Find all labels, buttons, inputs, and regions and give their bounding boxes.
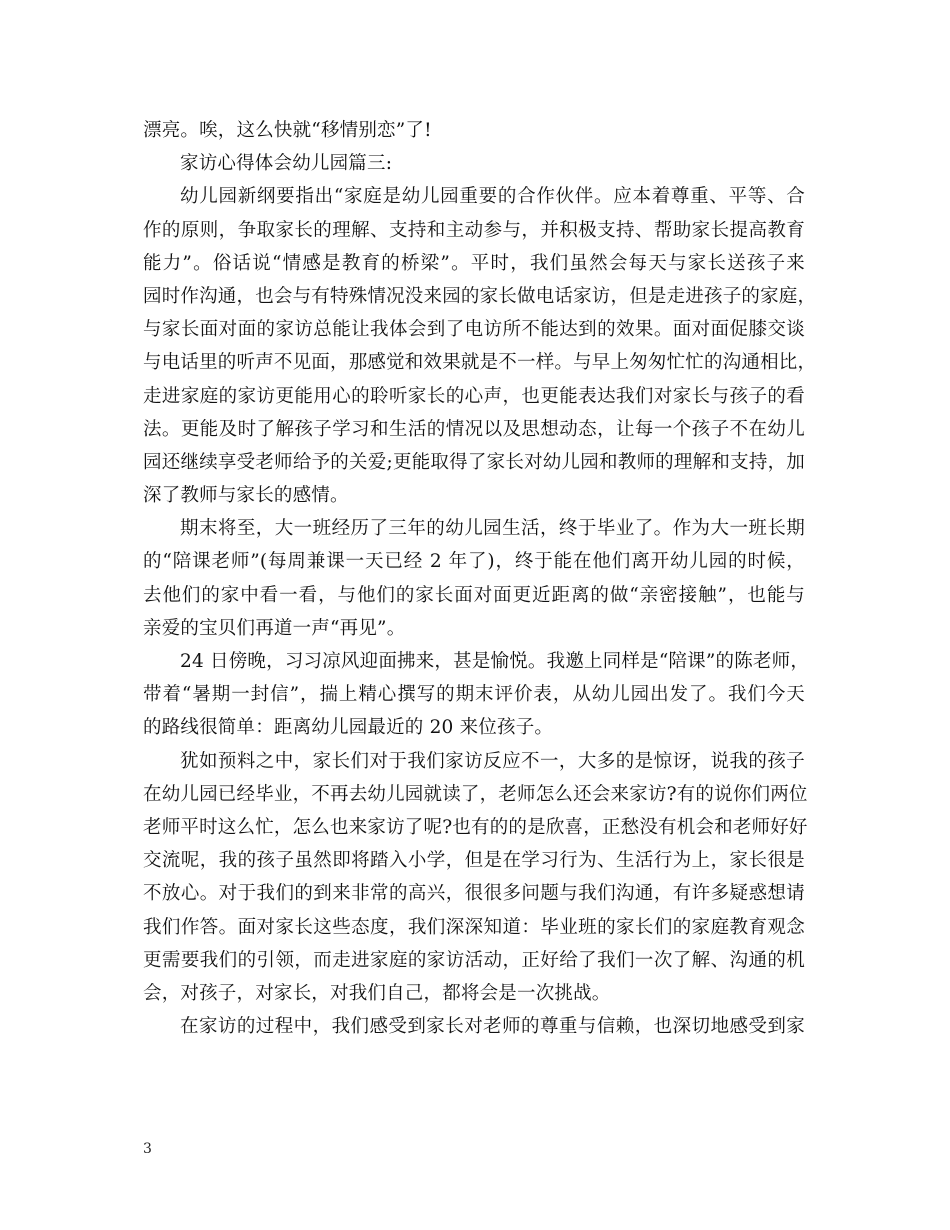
text-line: 园还继续享受老师给予的关爱;更能取得了家长对幼儿园和教师的理解和支持，加 xyxy=(143,451,805,473)
text-line: 与家长面对面的家访总能让我体会到了电访所不能达到的效果。面对面促膝交谈 xyxy=(143,319,805,341)
text-line: 在家访的过程中，我们感受到家长对老师的尊重与信赖，也深切地感受到家 xyxy=(180,1016,805,1038)
text-line: 走进家庭的家访更能用心的聆听家长的心声，也更能表达我们对家长与孩子的看 xyxy=(143,385,805,407)
text-line: 24 日傍晚，习习凉风迎面拂来，甚是愉悦。我邀上同样是“陪课”的陈老师， xyxy=(180,651,810,672)
text-line: 作的原则，争取家长的理解、支持和主动参与，并积极支持、帮助家长提高教育 xyxy=(143,219,805,241)
text-line: 带着“暑期一封信”，揣上精心撰写的期末评价表，从幼儿园出发了。我们今天 xyxy=(143,684,805,706)
page-number: 3 xyxy=(143,1141,152,1157)
text-line: 园时作沟通，也会与有特殊情况没来园的家长做电话家访，但是走进孩子的家庭， xyxy=(143,285,817,307)
text-line: 能力”。俗话说“情感是教育的桥梁”。平时，我们虽然会每天与家长送孩子来 xyxy=(143,252,805,274)
text-line: 交流呢，我的孩子虽然即将踏入小学，但是在学习行为、生活行为上，家长很是 xyxy=(143,850,805,872)
text-line: 犹如预料之中，家长们对于我们家访反应不一，大多的是惊讶，说我的孩子 xyxy=(180,750,805,772)
text-line: 期末将至，大一班经历了三年的幼儿园生活，终于毕业了。作为大一班长期 xyxy=(180,518,805,540)
text-line: 不放心。对于我们的到来非常的高兴，很很多问题与我们沟通，有许多疑惑想请 xyxy=(143,883,805,905)
text-line: 法。更能及时了解孩子学习和生活的情况以及思想动态，让每一个孩子不在幼儿 xyxy=(143,418,805,440)
text-line: 深了教师与家长的感情。 xyxy=(143,485,349,507)
text-line: 老师平时这么忙，怎么也来家访了呢?也有的的是欣喜，正愁没有机会和老师好好 xyxy=(143,816,808,838)
text-line: 亲爱的宝贝们再道一声“再见”。 xyxy=(143,617,406,639)
text-line: 更需要我们的引领，而走进家庭的家访活动，正好给了我们一次了解、沟通的机 xyxy=(143,949,805,971)
text-line: 家访心得体会幼儿园篇三: xyxy=(180,153,393,175)
text-line: 去他们的家中看一看，与他们的家长面对面更近距离的做“亲密接触”，也能与 xyxy=(143,584,805,606)
text-line: 会，对孩子，对家长，对我们自己，都将会是一次挑战。 xyxy=(143,982,611,1004)
document-body xyxy=(143,114,817,1043)
text-line: 的路线很简单：距离幼儿园最近的 20 来位孩子。 xyxy=(143,717,554,739)
text-line: 的“陪课老师”(每周兼课一天已经 2 年了)，终于能在他们离开幼儿园的时候， xyxy=(143,551,805,573)
text-line: 我们作答。面对家长这些态度，我们深深知道：毕业班的家长们的家庭教育观念 xyxy=(143,916,805,938)
text-line: 与电话里的听声不见面，那感觉和效果就是不一样。与早上匆匆忙忙的沟通相比， xyxy=(143,352,817,374)
text-line: 在幼儿园已经毕业，不再去幼儿园就读了，老师怎么还会来家访?有的说你们两位 xyxy=(143,783,808,805)
text-line: 漂亮。唉，这么快就“移情别恋”了! xyxy=(143,120,432,141)
text-line: 幼儿园新纲要指出“家庭是幼儿园重要的合作伙伴。应本着尊重、平等、合 xyxy=(180,186,805,208)
